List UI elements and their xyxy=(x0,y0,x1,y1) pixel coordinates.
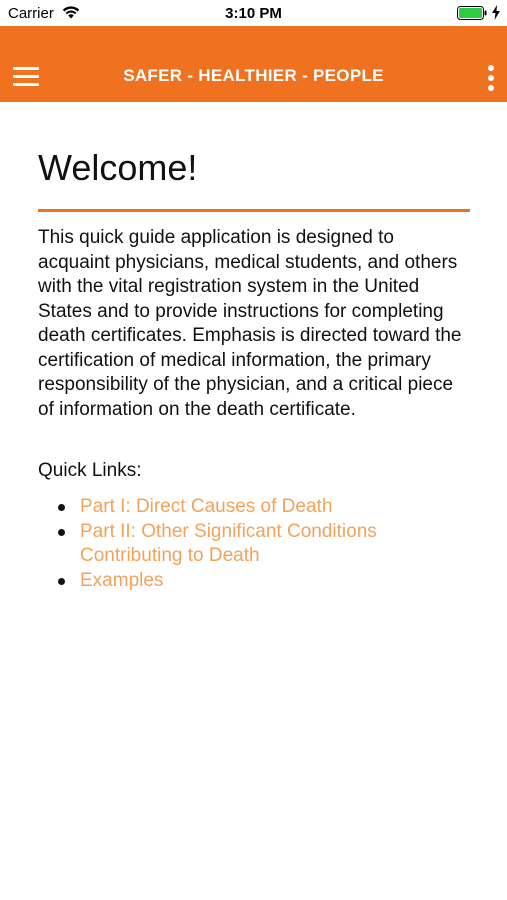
title-divider xyxy=(38,209,470,212)
link-examples[interactable]: Examples xyxy=(80,569,164,591)
list-item xyxy=(38,569,470,594)
bullet-icon xyxy=(58,529,65,536)
main-content xyxy=(38,146,470,591)
page-title: Welcome! xyxy=(38,147,198,188)
carrier-label: Carrier xyxy=(8,5,54,22)
link-part-ii-other-conditions[interactable]: Part II: Other Significant Conditions Contributing to Death xyxy=(80,520,377,566)
battery-icon xyxy=(457,6,487,20)
nav-bar xyxy=(0,26,507,102)
bullet-icon xyxy=(58,504,65,511)
quick-links-label: Quick Links: xyxy=(38,460,142,481)
clock-time: 3:10 PM xyxy=(225,5,282,22)
quick-links-list xyxy=(38,495,470,593)
status-bar xyxy=(0,0,507,26)
nav-title: SAFER - HEALTHIER - PEOPLE xyxy=(123,66,384,85)
charging-bolt-icon xyxy=(491,5,501,20)
intro-paragraph: This quick guide application is designed to acquaint physicians, medical students, and others with the vital registration system in the United States and to provide instructions for completing death certificates. Emphasis is directed toward the certification of medical information, the primary responsibility of the physician, and a critical piece of information on the death certificate. xyxy=(38,227,462,420)
list-item xyxy=(38,520,470,569)
more-vertical-icon[interactable] xyxy=(488,65,494,91)
link-part-i-direct-causes[interactable]: Part I: Direct Causes of Death xyxy=(80,496,333,517)
list-item xyxy=(38,495,470,520)
bullet-icon xyxy=(58,578,65,585)
